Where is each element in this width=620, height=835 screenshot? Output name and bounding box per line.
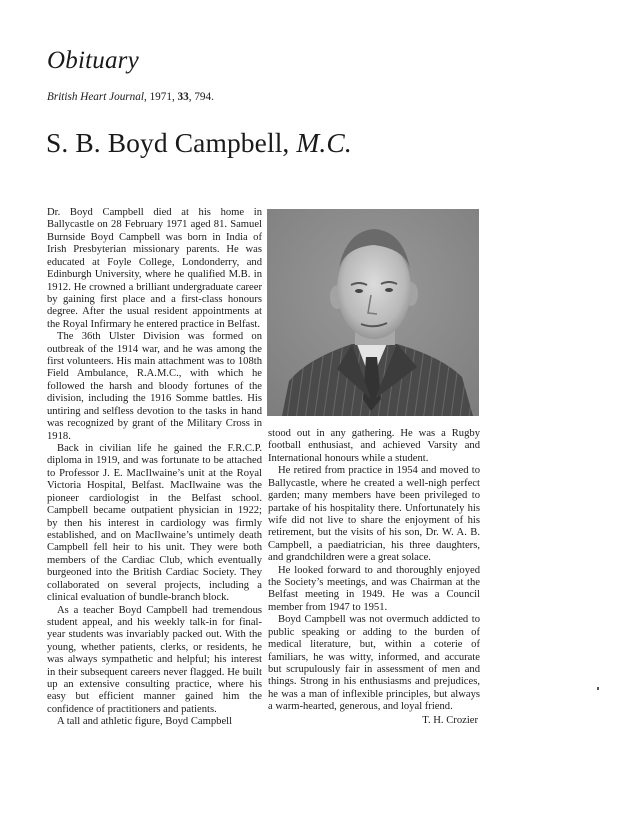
section-label: Obituary xyxy=(47,47,139,74)
citation-year: 1971 xyxy=(149,91,172,103)
scan-artifact xyxy=(597,687,599,690)
portrait-eye-left xyxy=(355,289,363,293)
citation-sep: , xyxy=(143,91,150,103)
portrait-photo xyxy=(267,209,479,416)
title-name: S. B. Boyd Campbell, xyxy=(46,127,290,158)
citation-end: . xyxy=(211,91,214,103)
article-title xyxy=(46,127,352,159)
citation-sep: , xyxy=(188,91,195,103)
citation-journal: British Heart Journal xyxy=(47,91,144,103)
paragraph: Boyd Campbell was not overmuch addicted to public speaking or adding to the burden of medical literature, but, within a coterie of familiars, he was witty, informed, and accurate but scrupulously fair in assessment of men and things. Strong in his enthusiasms and prejudices, he was a man of inflexible principles, but always a warm-hearted, generous, and loyal friend. xyxy=(268,614,480,713)
citation-sep: , xyxy=(171,91,178,103)
title-honours: M.C. xyxy=(296,127,352,158)
body-column-left xyxy=(47,207,262,729)
paragraph: Dr. Boyd Campbell died at his home in Ballycastle on 28 February 1971 aged 81. Samuel Burnside Boyd Campbell was born in India of Irish Presbyterian missionary parents. He was educated at Foyle College, Londonderry, and Edinburgh University, where he qualified M.B. in 1912. He crowned a brilliant undergraduate career by gaining first place and a first-class honours degree. After the usual resident appointments at the Royal Infirmary he entered practice in Belfast. xyxy=(47,207,262,330)
paragraph: The 36th Ulster Division was formed on outbreak of the 1914 war, and he was among the first volunteers. His main attachment was to 108th Field Ambulance, R.A.M.C., with which he followed the harsh and bloody fortunes of the division, including the 1916 Somme battles. His untiring and selfless devotion to the tasks in hand was recognized by grant of the Military Cross in 1918. xyxy=(47,331,262,442)
author-signature: T. H. Crozier xyxy=(422,714,478,726)
portrait-eye-right xyxy=(385,288,393,292)
paragraph: A tall and athletic figure, Boyd Campbell xyxy=(57,716,233,728)
journal-citation xyxy=(47,91,214,103)
citation-volume: 33 xyxy=(177,91,189,103)
paragraph: Back in civilian life he gained the F.R.C.P. diploma in 1919, and was fortunate to be attached to Professor J. E. MacIlwaine’s unit at the Royal Victoria Hospital, Belfast. MacIlwaine was the pioneer cardiologist in the Belfast school. Campbell became outpatient physician in 1922; by then his interest in cardiology was firmly established, and on MacIlwaine’s untimely death Campbell fell heir to his unit. They were both members of the Cardiac Club, which eventually burgeoned into the British Cardiac Society. They collaborated on several projects, including a clinical evaluation of bundle-branch block. xyxy=(47,443,262,604)
body-column-right xyxy=(268,428,480,727)
paragraph: stood out in any gathering. He was a Rugby football enthusiast, and achieved Varsity and International honours while a student. xyxy=(268,428,480,464)
citation-page: 794 xyxy=(194,91,212,103)
paragraph: As a teacher Boyd Campbell had tremendous student appeal, and his weekly talk-in for final-year students was invariably packed out. With the young, whether patients, clerks, or residents, he was always sympathetic and helpful; his interest in their subsequent careers never flagged. He built up an extensive consulting practice, where his easy but efficient manner gained him the confidence of practitioners and patients. xyxy=(47,604,262,715)
paragraph: He looked forward to and thoroughly enjoyed the Society’s meetings, and was Chairman at the Belfast meeting in 1949. He was a Council member from 1947 to 1951. xyxy=(268,564,480,613)
portrait-image xyxy=(267,209,479,416)
paragraph: He retired from practice in 1954 and moved to Ballycastle, where he created a well-nigh perfect garden; many members have been privileged to partake of his hospitality there. Unfortunately his wife did not live to share the enjoyment of his retirement, but the visits of his son, Dr. W. A. B. Campbell, a paediatrician, his three daughters, and grandchildren were a great solace. xyxy=(268,465,480,564)
